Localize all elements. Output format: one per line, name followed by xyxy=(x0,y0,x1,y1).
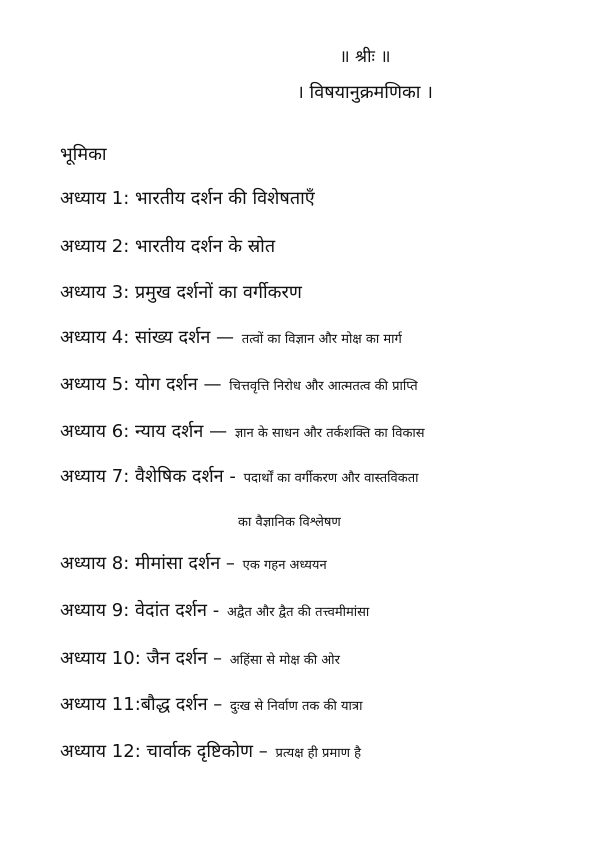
chapter-title: अध्याय 6: न्याय दर्शन — xyxy=(60,421,228,442)
chapter-title: अध्याय 1: भारतीय दर्शन की विशेषताएँ xyxy=(60,188,315,209)
chapter-title: अध्याय 4: सांख्य दर्शन — xyxy=(60,327,235,348)
table-of-contents-title: । विषयानुक्रमणिका । xyxy=(296,82,433,103)
toc-chapter-1 xyxy=(60,188,315,210)
chapter-title: अध्याय 5: योग दर्शन — xyxy=(60,374,222,395)
chapter-subtitle: दुःख से निर्वाण तक की यात्रा xyxy=(230,699,363,714)
toc-chapter-6 xyxy=(60,421,425,445)
chapter-subtitle: अद्वैत और द्वैत की तत्त्वमीमांसा xyxy=(226,605,370,620)
chapter-subtitle: प्रत्यक्ष ही प्रमाण है xyxy=(275,746,362,761)
toc-chapter-12 xyxy=(60,741,361,765)
chapter-title: अध्याय 3: प्रमुख दर्शनों का वर्गीकरण xyxy=(60,282,302,303)
toc-chapter-2 xyxy=(60,236,275,258)
chapter-title: अध्याय 2: भारतीय दर्शन के स्रोत xyxy=(60,236,276,257)
chapter-7-subtitle-continuation: का वैज्ञानिक विश्लेषण xyxy=(238,515,341,530)
chapter-subtitle: तत्वों का विज्ञान और मोक्ष का मार्ग xyxy=(241,332,402,347)
toc-chapter-11 xyxy=(60,694,362,718)
chapter-subtitle: चित्तवृत्ति निरोध और आत्मतत्व की प्राप्ति xyxy=(229,379,418,394)
toc-chapter-9 xyxy=(60,600,369,624)
chapter-subtitle: ज्ञान के साधन और तर्कशक्ति का विकास xyxy=(234,426,425,441)
chapter-title: अध्याय 11:बौद्ध दर्शन – xyxy=(60,694,223,715)
chapter-subtitle: पदार्थों का वर्गीकरण और वास्तविकता xyxy=(243,471,419,486)
chapter-title: अध्याय 7: वैशेषिक दर्शन - xyxy=(60,466,236,487)
toc-chapter-10 xyxy=(60,648,340,672)
toc-preface-label: भूमिका xyxy=(60,144,107,165)
chapter-title: अध्याय 12: चार्वाक दृष्टिकोण – xyxy=(60,741,268,762)
chapter-subtitle: एक गहन अध्ययन xyxy=(242,558,327,573)
invocation-heading: ॥ श्रीः ॥ xyxy=(339,47,391,67)
toc-chapter-3 xyxy=(60,282,302,304)
chapter-title: अध्याय 9: वेदांत दर्शन - xyxy=(60,600,220,621)
toc-chapter-4 xyxy=(60,327,402,351)
toc-chapter-5 xyxy=(60,374,418,398)
toc-chapter-8 xyxy=(60,553,327,577)
toc-chapter-7 xyxy=(60,466,418,490)
chapter-subtitle: अहिंसा से मोक्ष की ओर xyxy=(229,653,340,668)
chapter-title: अध्याय 8: मीमांसा दर्शन – xyxy=(60,553,235,574)
toc-preface xyxy=(60,144,107,166)
chapter-title: अध्याय 10: जैन दर्शन – xyxy=(60,648,223,669)
